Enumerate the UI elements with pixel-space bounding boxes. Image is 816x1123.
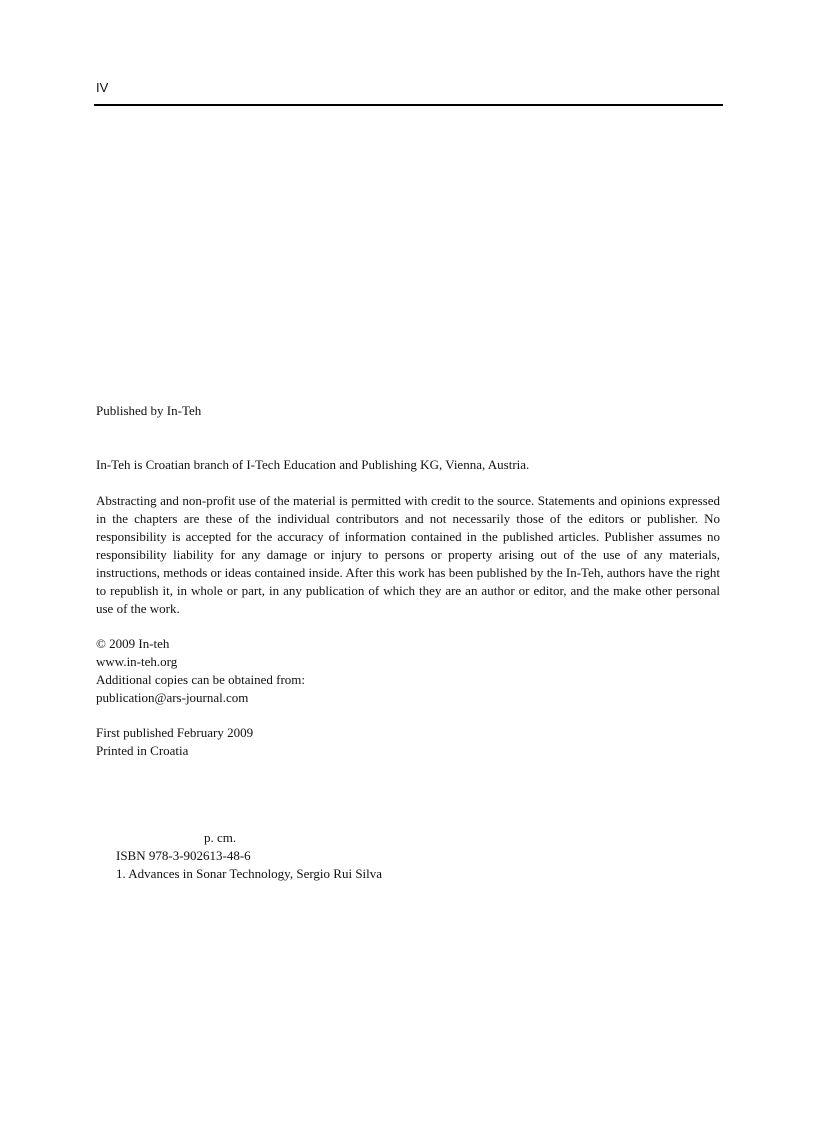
page-number: IV	[96, 80, 109, 95]
first-published-line: First published February 2009	[96, 725, 254, 740]
cip-block	[116, 829, 382, 883]
contact-block	[96, 635, 720, 707]
isbn-line: ISBN 978-3-902613-48-6	[116, 848, 251, 863]
catalog-entry: 1. Advances in Sonar Technology, Sergio Rui Silva	[116, 866, 383, 881]
printed-in-line: Printed in Croatia	[96, 743, 189, 758]
branch-statement: In-Teh is Croatian branch of I-Tech Education and Publishing KG, Vienna, Austria.	[96, 457, 530, 472]
email-line: publication@ars-journal.com	[96, 690, 249, 705]
published-by: Published by In-Teh	[96, 403, 202, 418]
rights-statement: Abstracting and non-profit use of the material is permitted with credit to the source. Statements and opinions expressed in the chapters are these of the individual contributors and not necessarily those of the editors or publisher. No responsibility is accepted for the accuracy of information contained in the published articles. Publisher assumes no responsibility liability for any damage or injury to persons or property arising out of the use of any materials, instructions, methods or ideas contained inside. After this work has been published by the In-Teh, authors have the right to republish it, in whole or part, in any publication of which they are an author or editor, and the make other personal use of the work.	[96, 493, 720, 616]
website-line: www.in-teh.org	[96, 654, 178, 669]
copies-line: Additional copies can be obtained from:	[96, 672, 306, 687]
imprint-section	[96, 402, 720, 777]
header-rule	[94, 104, 723, 106]
pcm-line: p. cm.	[204, 830, 237, 845]
copyright-line: © 2009 In-teh	[96, 636, 170, 651]
publication-block	[96, 724, 720, 760]
